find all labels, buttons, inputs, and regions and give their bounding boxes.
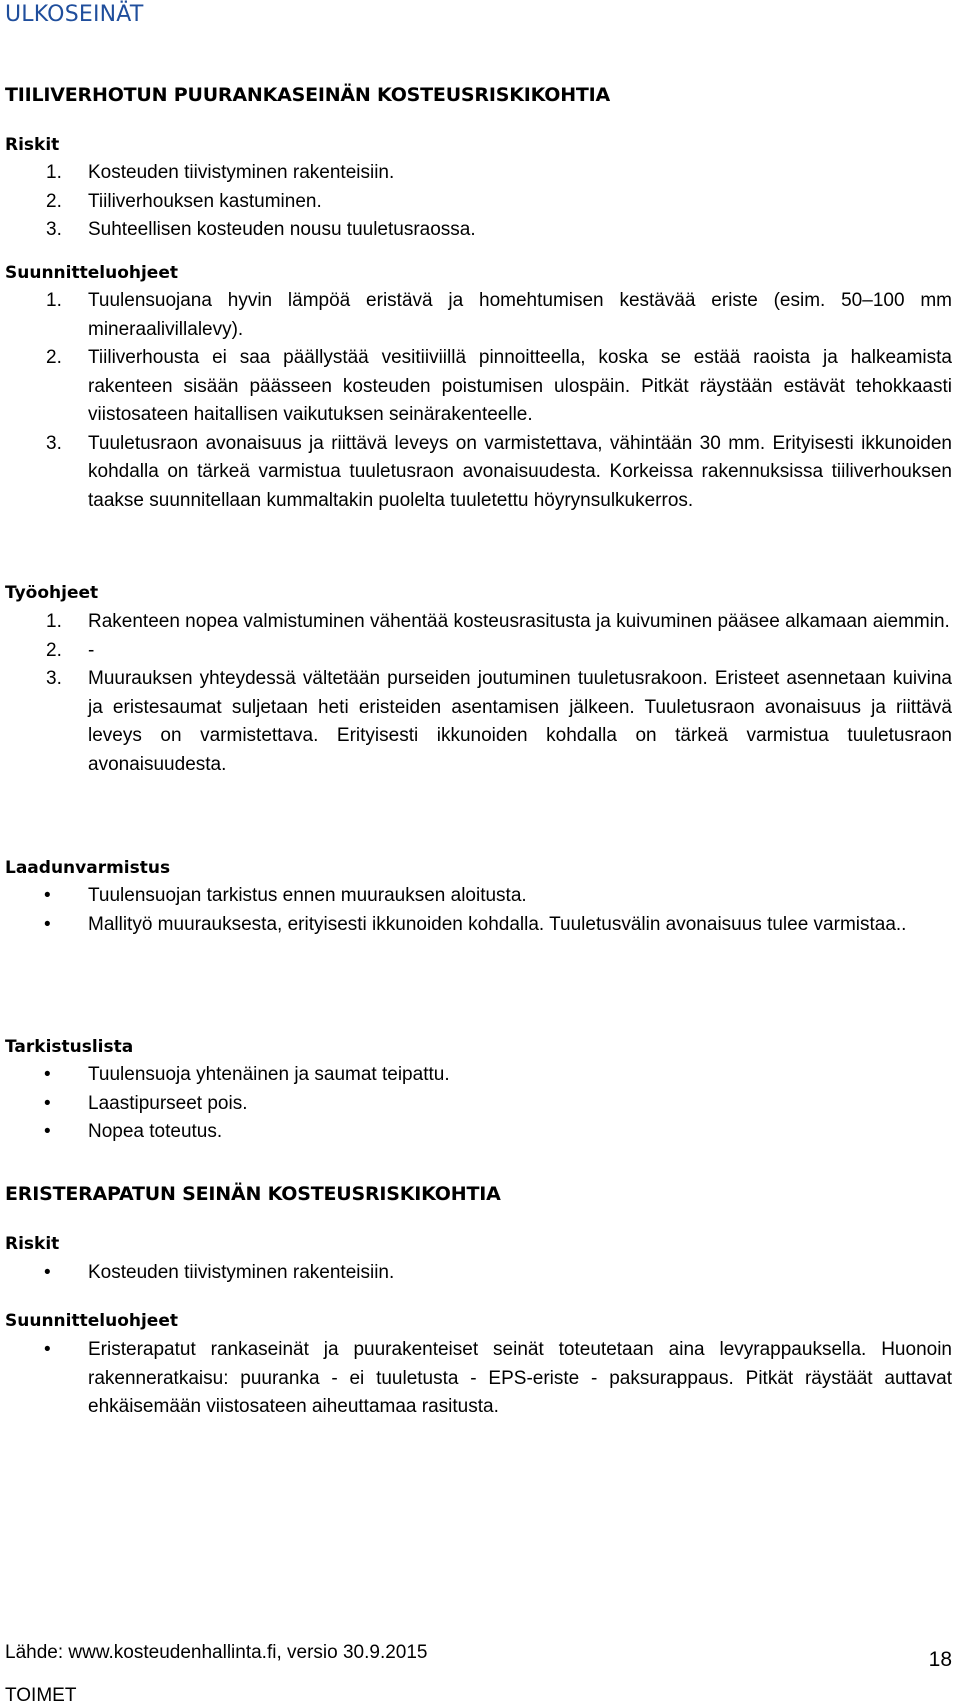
list-marker: 1. [46,290,62,311]
list-item [0,882,960,911]
list-item [0,911,960,940]
list-marker: 3. [46,668,62,689]
list-item [0,344,960,430]
laadunvarmistus-list [0,882,960,939]
bullet-icon: • [44,1262,51,1283]
list-marker: 2. [46,639,62,661]
list-item-text: - [88,639,95,661]
list-marker: 2. [46,190,62,212]
list-marker: 3. [46,219,62,240]
list-marker: 1. [46,162,62,183]
bullet-icon: • [44,885,51,906]
list-item-text: Tuulensuojana hyvin lämpöä eristävä ja homehtumisen kestävää eriste (esim. 50–100 mm mineraalivillalevy). [88,290,952,340]
list-item-text: Nopea toteutus. [88,1121,223,1142]
suunnitteluohjeet-heading: Suunnitteluohjeet [5,263,178,283]
tarkistuslista-heading: Tarkistuslista [5,1037,134,1057]
section-heading-eristerapattu: ERISTERAPATUN SEINÄN KOSTEUSRISKIKOHTIA [5,1183,501,1205]
list-item-text: Kosteuden tiivistyminen rakenteisiin. [88,1262,395,1283]
list-item [0,1061,960,1090]
list-item [0,665,960,779]
riskit-list [0,1259,960,1288]
bullet-icon: • [44,1339,51,1360]
list-item-text: Tuulensuojan tarkistus ennen muurauksen aloitusta. [88,885,527,906]
laadunvarmistus-heading: Laadunvarmistus [5,858,171,878]
footer-source: Lähde: www.kosteudenhallinta.fi, versio 30.9.2015 [5,1642,428,1663]
list-marker: 2. [46,347,62,368]
list-item-text: Tuulensuoja yhtenäinen ja saumat teipattu. [88,1064,450,1085]
list-item [0,637,960,666]
bullet-icon: • [44,1121,51,1142]
page-number: 18 [928,1648,952,1671]
suunnitteluohjeet-heading: Suunnitteluohjeet [5,1311,178,1331]
list-item-text: Suhteellisen kosteuden nousu tuuletusraossa. [88,219,476,240]
list-item [0,1336,960,1422]
list-item [0,430,960,516]
list-item [0,1090,960,1119]
list-item-text: Laastipurseet pois. [88,1092,248,1114]
page-title: ULKOSEINÄT [5,2,144,27]
list-item [0,1259,960,1288]
bullet-icon: • [44,913,51,935]
riskit-list [0,159,960,245]
suunnitteluohjeet-list [0,287,960,515]
bullet-icon: • [44,1092,51,1114]
suunnitteluohjeet-list [0,1336,960,1422]
list-item-text: Eristerapatut rankaseinät ja puurakenteiset seinät toteutetaan aina levyrappauksella. Huonoin rakenneratkaisu: puuranka - ei tuuletusta - EPS-eriste - paksurappaus. Pitkät räystäät auttavat ehkäisemään viistosateen aiheuttamaa rasitusta. [88,1339,952,1417]
list-item-text: Muurauksen yhteydessä vältetään purseiden joutuminen tuuletusrakoon. Eristeet asennetaan kuivina ja eristesaumat suljetaan heti eristeiden asentamisen jälkeen. Tuuletusraon avonaisuus ja riittävä leveys on varmistettava. Erityisesti ikkunoiden kohdalla on tärkeä varmistua tuuletusraon avonaisuudesta. [88,668,952,775]
riskit-heading: Riskit [5,135,60,155]
list-item-text: Mallityö muurauksesta, erityisesti ikkunoiden kohdalla. Tuuletusvälin avonaisuus tulee varmistaa.. [88,913,907,935]
list-marker: 3. [46,432,62,454]
tyoohjeet-heading: Työohjeet [5,583,99,603]
footer-org: TOIMET [5,1685,77,1706]
list-item-text: Kosteuden tiivistyminen rakenteisiin. [88,162,395,183]
list-item-text: Rakenteen nopea valmistuminen vähentää kosteusrasitusta ja kuivuminen pääsee alkamaan aiemmin. [88,611,950,632]
tyoohjeet-list [0,608,960,779]
section-heading-tiiliverhottu: TIILIVERHOTUN PUURANKASEINÄN KOSTEUSRISKIKOHTIA [5,84,611,106]
list-item [0,159,960,188]
list-item-text: Tuuletusraon avonaisuus ja riittävä leveys on varmistettava, vähintään 30 mm. Erityisesti ikkunoiden kohdalla on tärkeä varmistua tuuletusraon avonaisuudesta. Korkeissa rakennuksissa tiiliverhouksen taakse suunnitellaan kummaltakin puolelta tuuletettu höyrynsulkukerros. [88,432,952,511]
list-marker: 1. [46,611,62,632]
tarkistuslista-list [0,1061,960,1147]
list-item [0,188,960,217]
list-item [0,287,960,344]
bullet-icon: • [44,1064,51,1085]
list-item [0,216,960,245]
list-item [0,1118,960,1147]
list-item-text: Tiiliverhousta ei saa päällystää vesitiiviillä pinnoitteella, koska se estää raoista ja halkeamista rakenteen sisään päässeen kosteuden poistumisen ulospäin. Pitkät räystään estävät tehokkaasti viistosateen haitallisen vaikutuksen seinärakenteelle. [88,347,952,425]
list-item-text: Tiiliverhouksen kastuminen. [88,190,322,212]
riskit-heading: Riskit [5,1234,60,1254]
list-item [0,608,960,637]
